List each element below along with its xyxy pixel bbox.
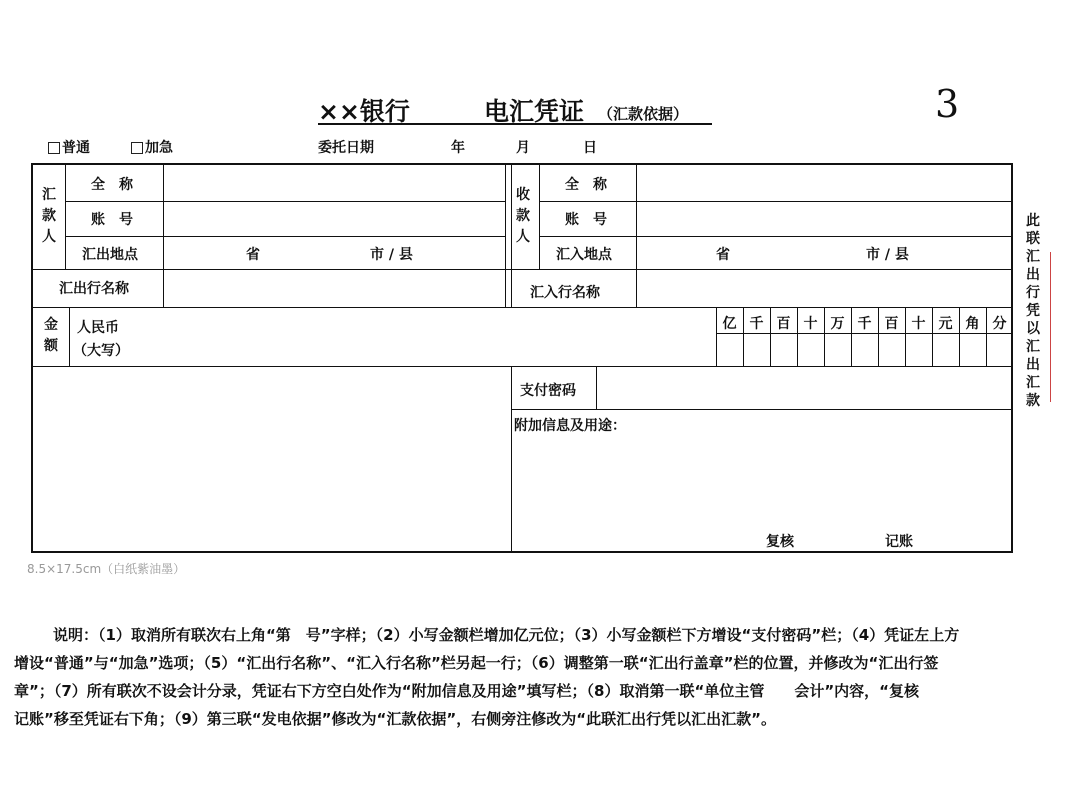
amount-label: 金额 <box>44 317 58 354</box>
payee-city-label: 市 / 县 <box>866 247 909 263</box>
payee-account-label: 账 号 <box>565 212 607 228</box>
digit-header: 十 <box>803 316 818 332</box>
rule <box>69 307 70 366</box>
rule <box>716 333 1013 334</box>
option-normal-label: 普通 <box>62 140 90 156</box>
additional-info-label: 附加信息及用途： <box>514 418 626 434</box>
rule <box>33 307 1013 308</box>
review-label: 复核 <box>766 534 794 550</box>
remitter-location-label: 汇出地点 <box>82 247 138 263</box>
rule <box>511 366 512 553</box>
title-underline <box>318 123 712 125</box>
side-note: 此联汇出行凭以汇出汇款 <box>1026 213 1040 409</box>
digit-header: 十 <box>911 316 926 332</box>
payee-group-label: 收款人 <box>516 187 530 245</box>
rule <box>33 366 1013 367</box>
remitter-full-name-label: 全 称 <box>91 177 133 193</box>
payee-location-label: 汇入地点 <box>556 247 612 263</box>
rule <box>65 236 505 237</box>
digit-header: 角 <box>965 316 980 332</box>
rule <box>163 165 164 307</box>
capital-amount-label: （大写） <box>73 343 129 359</box>
digit-header: 万 <box>830 316 845 332</box>
rule <box>65 165 66 269</box>
rule <box>539 165 540 269</box>
bookkeeping-label: 记账 <box>885 534 913 550</box>
payee-full-name-label: 全 称 <box>565 177 607 193</box>
digit-header: 千 <box>857 316 872 332</box>
remitter-group-label: 汇款人 <box>42 187 56 245</box>
option-normal[interactable] <box>48 137 90 157</box>
rule <box>505 165 506 307</box>
digit-header: 百 <box>776 316 791 332</box>
urgent-checkbox[interactable] <box>131 142 143 154</box>
rule <box>511 165 512 307</box>
remitter-account-label: 账 号 <box>91 212 133 228</box>
digit-header: 分 <box>992 316 1007 332</box>
rule <box>596 366 597 409</box>
day-label: 日 <box>583 140 597 156</box>
normal-checkbox[interactable] <box>48 142 60 154</box>
rule <box>539 201 1013 202</box>
year-label: 年 <box>451 140 465 156</box>
form-subtitle: （汇款依据） <box>598 105 689 123</box>
rule <box>65 201 505 202</box>
remittance-form <box>31 163 1013 553</box>
commission-date-label: 委托日期 <box>318 140 374 156</box>
description-text: 说明：（1）取消所有联次右上角“第 号”字样；（2）小写金额栏增加亿元位；（3）小写金额栏下方增设“支付密码”栏；（4）凭证左上方增设“普通”与“加急”选项；（5）“汇出行名称”、“汇入行名称”栏另起一行；（6）调整第一联“汇出行盖章”栏的位置，并修改为“汇出行签章”；（7）所有联次不设会计分录，凭证右下方空白处作为“附加信息及用途”填写栏；（8）取消第一联“单位主管 会计”内容，“复核 记账”移至凭证右下角；（9）第三联“发电依据”修改为“汇款依据”，右侧旁注修改为“此联汇出行凭以汇出汇款”。 <box>14 626 960 728</box>
digit-header: 元 <box>938 316 953 332</box>
currency-label: 人民币 <box>77 320 119 336</box>
copy-number: 3 <box>935 82 960 126</box>
payee-province-label: 省 <box>716 247 730 263</box>
size-note: 8.5×17.5cm（白纸紫油墨） <box>27 562 186 576</box>
payee-bank-name-label: 汇入行名称 <box>530 285 600 301</box>
remitter-city-label: 市 / 县 <box>370 247 413 263</box>
rule <box>33 269 1013 270</box>
month-label: 月 <box>516 140 530 156</box>
payment-password-label: 支付密码 <box>520 383 576 399</box>
rule <box>636 165 637 307</box>
remitter-province-label: 省 <box>246 247 260 263</box>
rule <box>511 409 1013 410</box>
option-urgent[interactable] <box>131 137 173 157</box>
digit-header: 百 <box>884 316 899 332</box>
digit-header: 千 <box>749 316 764 332</box>
remitter-bank-name-label: 汇出行名称 <box>59 281 129 297</box>
bank-name: ××银行 <box>318 97 410 126</box>
rule <box>539 236 1013 237</box>
side-rule <box>1050 252 1051 402</box>
form-title: 电汇凭证 <box>484 97 585 126</box>
digit-header: 亿 <box>722 316 737 332</box>
option-urgent-label: 加急 <box>145 140 173 156</box>
